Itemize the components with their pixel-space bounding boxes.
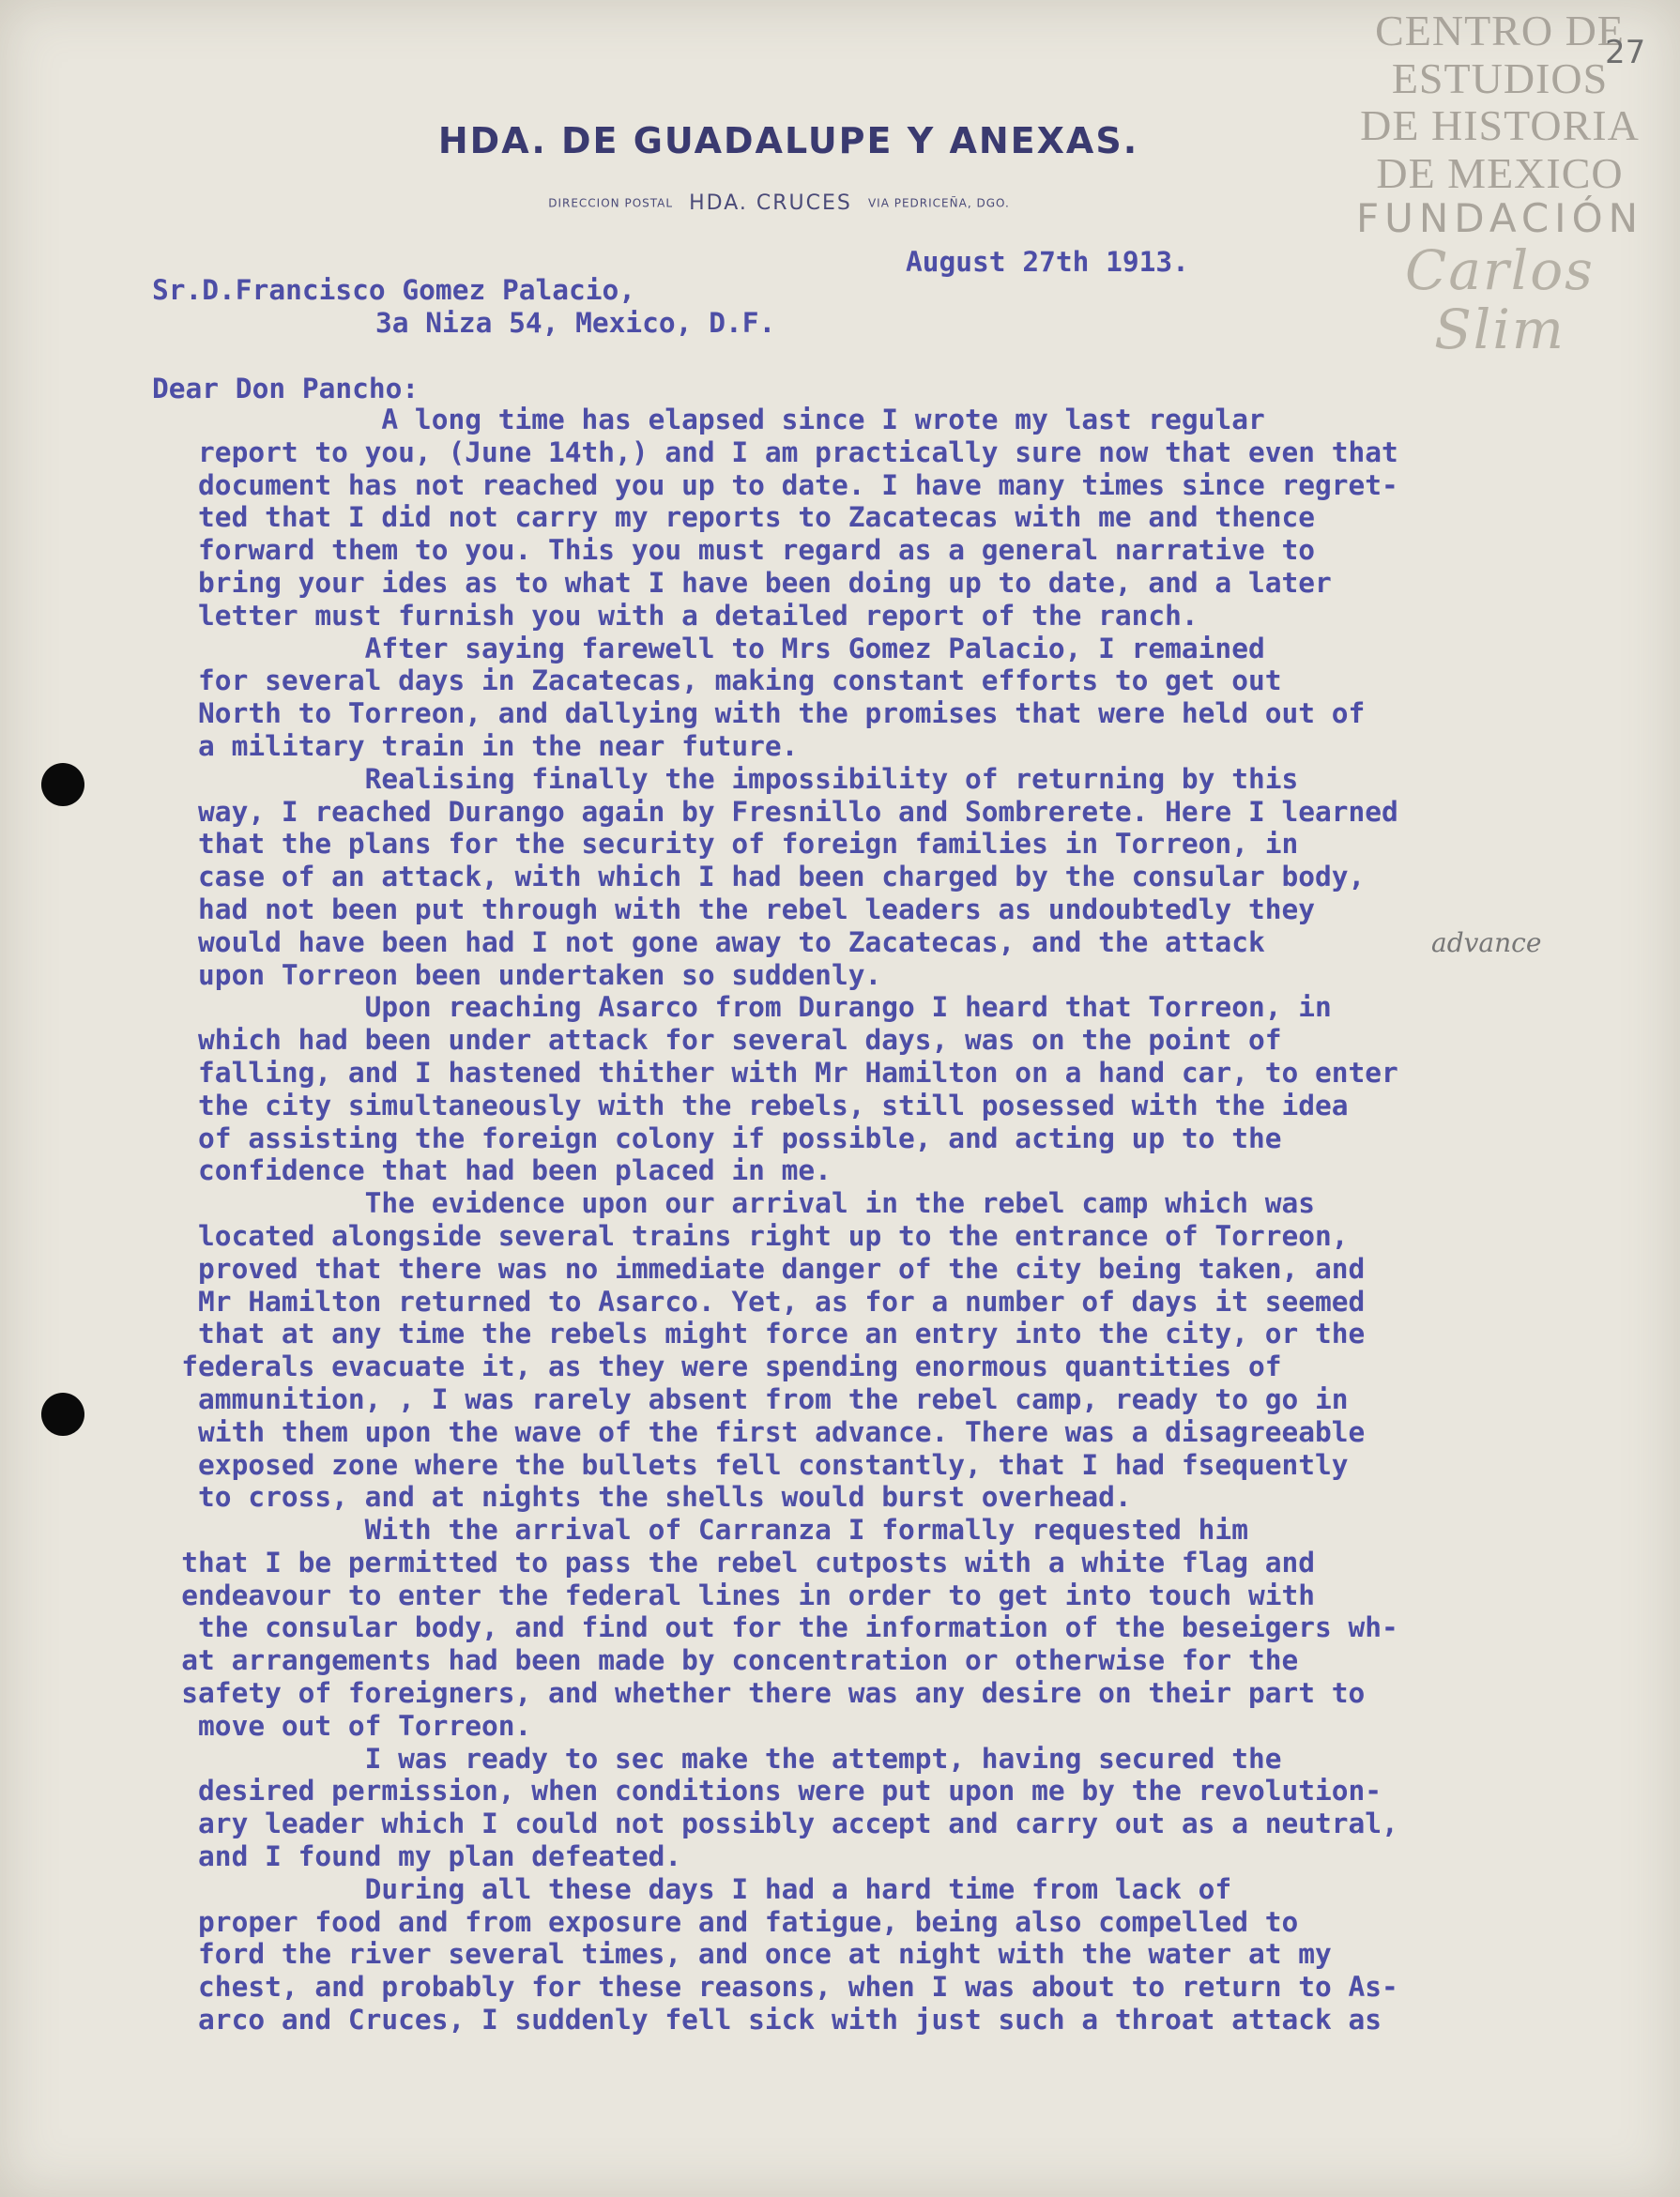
body-line: falling, and I hastened thither with Mr Hamilton on a hand car, to enter: [131, 1056, 1398, 1089]
body-line: upon Torreon been undertaken so suddenly.: [131, 958, 882, 991]
letter-date: August 27th 1913.: [906, 246, 1189, 278]
body-line: ammunition, , I was rarely absent from the rebel camp, ready to go in: [131, 1382, 1349, 1415]
body-line: Upon reaching Asarco from Durango I heard that Torreon, in: [131, 991, 1332, 1024]
watermark-line-1: CENTRO DE: [1375, 7, 1625, 54]
salutation: Dear Don Pancho:: [152, 373, 420, 404]
body-line: federals evacuate it, as they were spending enormous quantities of: [131, 1350, 1282, 1383]
body-line: confidence that had been placed in me.: [131, 1154, 832, 1187]
body-line: with them upon the wave of the first advance. There was a disagreeable: [131, 1415, 1366, 1448]
letter-body: [131, 404, 1398, 2037]
letterhead-title: HDA. DE GUADALUPE Y ANEXAS.: [437, 120, 1139, 161]
body-line: had not been put through with the rebel leaders as undoubtedly they: [131, 893, 1315, 925]
body-line: case of an attack, with which I had been charged by the consular body,: [131, 861, 1366, 893]
body-line: The evidence upon our arrival in the rebel camp which was: [131, 1187, 1315, 1220]
body-line: arco and Cruces, I suddenly fell sick with just such a throat attack as: [131, 2004, 1382, 2037]
punch-hole: [41, 1393, 84, 1436]
body-line: bring your ides as to what I have been doing up to date, and a later: [131, 566, 1332, 599]
body-line: document has not reached you up to date. I have many times since regret-: [131, 468, 1398, 501]
body-line: I was ready to sec make the attempt, having secured the: [131, 1742, 1282, 1775]
body-line: forward them to you. This you must regard as a general narrative to: [131, 534, 1315, 567]
body-line: that I be permitted to pass the rebel cutposts with a white flag and: [131, 1546, 1315, 1579]
body-line: A long time has elapsed since I wrote my last regular: [131, 404, 1265, 435]
body-line: chest, and probably for these reasons, when I was about to return to As-: [131, 1971, 1398, 2004]
postal-name: HDA. CRUCES: [689, 191, 852, 215]
body-line: proved that there was no immediate danger of the city being taken, and: [131, 1252, 1366, 1285]
body-line: With the arrival of Carranza I formally requested him: [131, 1514, 1248, 1547]
body-line: endeavour to enter the federal lines in order to get into touch with: [131, 1579, 1315, 1611]
watermark-line-4: DE MEXICO: [1376, 148, 1624, 197]
body-line: ford the river several times, and once at night with the water at my: [131, 1938, 1332, 1971]
body-line: the city simultaneously with the rebels, still posessed with the idea: [131, 1089, 1349, 1121]
body-line: move out of Torreon.: [131, 1709, 532, 1742]
pencil-page-number: 27: [1605, 34, 1646, 71]
watermark-line-2: ESTUDIOS: [1391, 53, 1609, 102]
postal-prefix: DIRECCION POSTAL: [548, 196, 674, 210]
body-line: Mr Hamilton returned to Asarco. Yet, as for a number of days it seemed: [131, 1285, 1366, 1318]
body-line: would have been had I not gone away to Zacatecas, and the attack: [131, 925, 1265, 958]
body-line: the consular body, and find out for the information of the beseigers wh-: [131, 1611, 1398, 1644]
addressee-line-1: Sr.D.Francisco Gomez Palacio,: [152, 274, 636, 306]
body-line: that at any time the rebels might force an entry into the city, or the: [131, 1318, 1366, 1350]
body-line: at arrangements had been made by concentration or otherwise for the: [131, 1644, 1299, 1677]
body-line: North to Torreon, and dallying with the promises that were held out of: [131, 697, 1366, 730]
body-line: report to you, (June 14th,) and I am practically sure now that even that: [131, 435, 1398, 468]
body-line: exposed zone where the bullets fell constantly, that I had fsequently: [131, 1448, 1349, 1481]
handwritten-margin-note: advance: [1431, 927, 1542, 958]
body-line: desired permission, when conditions were put upon me by the revolution-: [131, 1775, 1382, 1808]
body-line: for several days in Zacatecas, making constant efforts to get out: [131, 664, 1282, 697]
body-line: ted that I did not carry my reports to Zacatecas with me and thence: [131, 501, 1315, 534]
punch-hole: [41, 763, 84, 806]
addressee-line-2: 3a Niza 54, Mexico, D.F.: [375, 307, 776, 339]
watermark-signature: Carlos Slim: [1405, 237, 1595, 362]
body-line: letter must furnish you with a detailed report of the ranch.: [131, 599, 1199, 632]
body-line: Realising finally the impossibility of returning by this: [131, 762, 1299, 795]
body-line: safety of foreigners, and whether there was any desire on their part to: [131, 1677, 1366, 1710]
postal-suffix: VIA PEDRICEÑA, DGO.: [867, 196, 1010, 210]
body-line: to cross, and at nights the shells would burst overhead.: [131, 1481, 1132, 1514]
body-line: way, I reached Durango again by Fresnillo and Sombrerete. Here I learned: [131, 795, 1398, 828]
body-line: that the plans for the security of foreign families in Torreon, in: [131, 828, 1299, 861]
body-line: of assisting the foreign colony if possible, and acting up to the: [131, 1121, 1282, 1154]
watermark-foundation: FUNDACIÓN: [1355, 195, 1644, 242]
body-line: located alongside several trains right up to the entrance of Torreon,: [131, 1219, 1349, 1252]
body-line: proper food and from exposure and fatigue, being also compelled to: [131, 1905, 1299, 1938]
body-line: and I found my plan defeated.: [131, 1840, 682, 1873]
body-line: a military train in the near future.: [131, 729, 799, 762]
body-line: After saying farewell to Mrs Gomez Palacio, I remained: [131, 632, 1265, 664]
watermark-line-3: DE HISTORIA: [1360, 101, 1640, 150]
body-line: which had been under attack for several days, was on the point of: [131, 1024, 1282, 1057]
body-line: ary leader which I could not possibly accept and carry out as a neutral,: [131, 1808, 1398, 1840]
body-line: During all these days I had a hard time from lack of: [131, 1872, 1232, 1905]
